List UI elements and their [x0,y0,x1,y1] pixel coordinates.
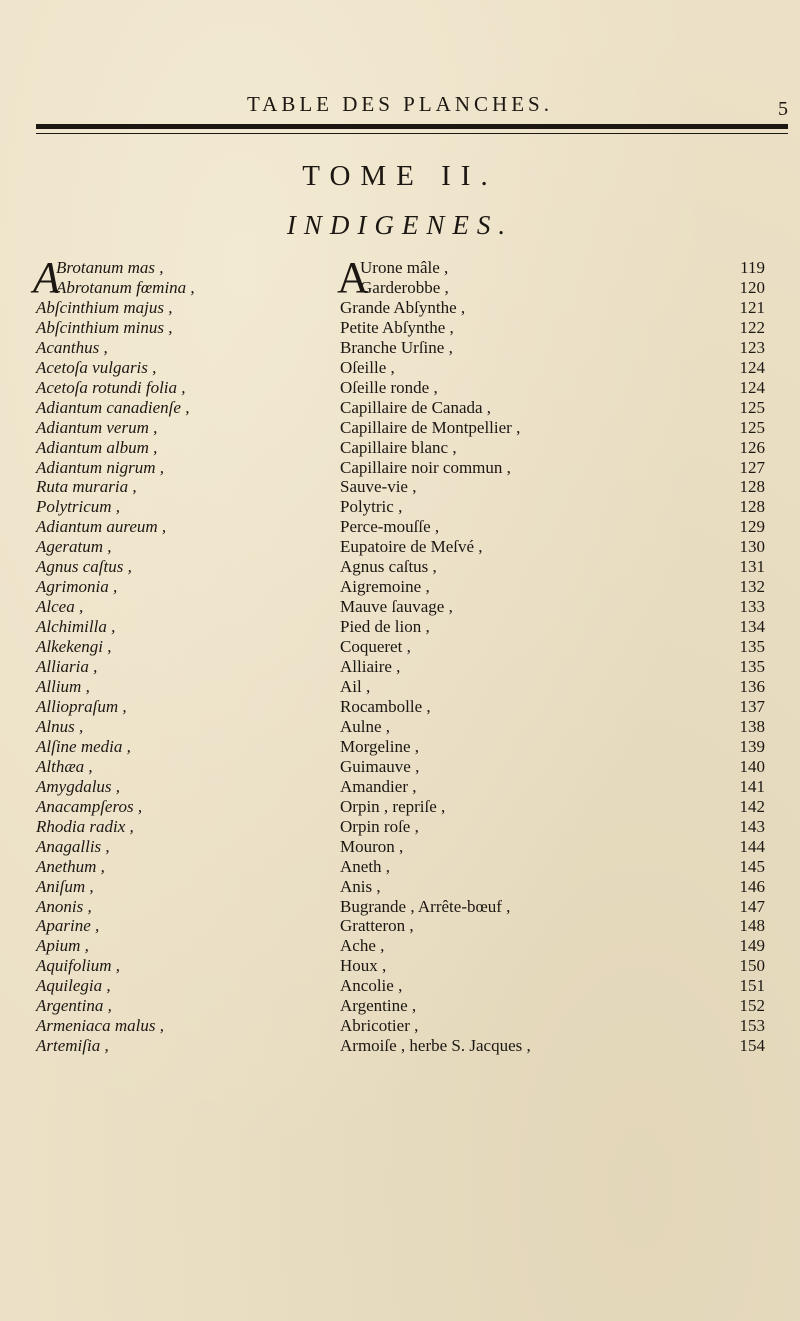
entry-row [0,477,800,497]
entry-french-name: Pied de lion , [340,617,430,637]
entry-row [0,897,800,917]
plate-index-list [0,253,800,1056]
entry-row [0,777,800,797]
entry-french-name: Gratteron , [340,916,414,936]
entry-row [0,697,800,717]
entry-french-name: Capillaire blanc , [340,437,457,457]
entry-french-name: Alliaire , [340,657,401,677]
entry-row [0,637,800,657]
entry-latin-name: Argentina , [36,996,112,1016]
entry-latin-name: Alliopraſum , [36,696,127,716]
entry-latin-name: Brotanum mas , [56,258,164,277]
entry-french-name: Oſeille ronde , [340,377,438,397]
entry-row [0,537,800,557]
entry-french-name: Grande Abſynthe , [340,297,466,317]
entry-row [0,298,800,318]
entry-latin-name: Adiantum aureum , [36,517,167,537]
entry-row [0,597,800,617]
entry-row [0,458,800,478]
entry-plate-name: 127 [739,457,765,477]
entry-french-name: Abricotier , [340,1016,419,1036]
entry-row [0,278,800,298]
entry-french-name: Guimauve , [340,756,420,776]
entry-plate-name: 141 [739,776,765,796]
entry-plate-name: 137 [739,696,765,716]
entry-plate-name: 149 [739,936,765,956]
entry-french-name: Argentine , [340,996,417,1016]
entry-plate-name: 133 [739,597,765,617]
entry-row [0,857,800,877]
entry-row [0,817,800,837]
entry-latin-name: Polytricum , [36,497,121,517]
entry-row [0,837,800,857]
entry-french-name: Capillaire de Canada , [340,397,492,417]
entry-french-name: Armoiſe , herbe S. Jacques , [340,1036,531,1056]
entry-row [0,936,800,956]
entry-latin-name: Aparine , [36,916,100,936]
entry-row [0,976,800,996]
entry-plate-name: 140 [739,756,765,776]
entry-row [0,338,800,358]
entry-latin-name: Apium , [36,936,89,956]
dropcap-french: A [337,253,369,302]
entry-french-name: Anis , [340,876,381,896]
entry-plate-name: 119 [740,258,765,277]
entry-plate-name: 124 [739,357,765,377]
entry-french-name: Garderobbe , [360,277,449,297]
entry-plate-name: 125 [739,417,765,437]
entry-row [0,318,800,338]
entry-latin-name: Althæa , [36,756,93,776]
entry-plate-name: 122 [739,317,765,337]
running-head: TABLE DES PLANCHES. [247,92,553,116]
entry-row [0,497,800,517]
entry-plate-name: 134 [739,617,765,637]
entry-plate-name: 135 [739,637,765,657]
entry-latin-name: Adiantum nigrum , [36,457,164,477]
entry-latin-name: Ageratum , [36,537,112,557]
entry-french-name: Houx , [340,956,387,976]
entry-french-name: Coqueret , [340,637,411,657]
entry-french-name: Oſeille , [340,357,395,377]
entry-latin-name: Rhodia radix , [36,816,134,836]
entry-french-name: Mouron , [340,836,404,856]
entry-plate-name: 130 [739,537,765,557]
entry-latin-name: Aquilegia , [36,976,111,996]
entry-row [0,677,800,697]
entry-plate-name: 128 [739,497,765,517]
entry-row [0,577,800,597]
entry-row [0,1036,800,1056]
entry-french-name: Polytric , [340,497,403,517]
entry-plate-name: 150 [739,956,765,976]
tome-title: TOME II. [302,160,498,192]
entry-latin-name: Armeniaca malus , [36,1016,164,1036]
entry-plate-name: 121 [739,297,765,317]
entry-row [0,657,800,677]
entry-latin-name: Alſine media , [36,736,131,756]
entry-latin-name: Acanthus , [36,337,108,357]
entry-latin-name: Ruta muraria , [36,477,137,497]
entry-row [0,378,800,398]
entry-row [0,737,800,757]
entry-plate-name: 120 [739,277,765,297]
entry-row [0,418,800,438]
entry-latin-name: Acetoſa vulgaris , [36,357,157,377]
entry-latin-name: Agrimonia , [36,577,118,597]
entry-latin-name: Acetoſa rotundi folia , [36,377,186,397]
entry-latin-name: Alcea , [36,597,84,617]
entry-french-name: Orpin , repriſe , [340,796,446,816]
entry-latin-name: Abſcinthium majus , [36,297,173,317]
entry-plate-name: 144 [739,836,765,856]
entry-french-name: Ail , [340,677,371,697]
entry-row [0,1016,800,1036]
entry-plate-name: 128 [739,477,765,497]
entry-latin-name: Anagallis , [36,836,110,856]
entry-row [0,438,800,458]
entry-french-name: Petite Abſynthe , [340,317,454,337]
entry-row [0,757,800,777]
entry-plate-name: 123 [739,337,765,357]
entry-row [0,996,800,1016]
entry-french-name: Ache , [340,936,385,956]
entry-plate-name: 138 [739,716,765,736]
entry-latin-name: Anonis , [36,896,92,916]
entry-latin-name: Anacampſeros , [36,796,143,816]
entry-french-name: Eupatoire de Meſvé , [340,537,483,557]
entry-plate-name: 148 [739,916,765,936]
dropcap-latin: A [33,253,60,302]
entry-plate-name: 142 [739,796,765,816]
entry-latin-name: Adiantum album , [36,437,158,457]
entry-row [0,517,800,537]
entry-latin-name: Aniſum , [36,876,94,896]
entry-plate-name: 153 [739,1016,765,1036]
entry-french-name: Rocambolle , [340,696,431,716]
entry-row [0,916,800,936]
entry-latin-name: Artemiſia , [36,1036,109,1056]
entry-row [0,797,800,817]
entry-french-name: Morgeline , [340,736,420,756]
entry-french-name: Aigremoine , [340,577,430,597]
entry-plate-name: 143 [739,816,765,836]
entry-french-name: Urone mâle , [360,258,449,277]
entry-row [0,617,800,637]
entry-french-name: Ancolie , [340,976,403,996]
entry-french-name: Aulne , [340,716,391,736]
entry-plate-name: 147 [739,896,765,916]
entry-latin-name: Alnus , [36,716,84,736]
entry-row [0,557,800,577]
entry-french-name: Bugrande , Arrête-bœuf , [340,896,511,916]
entry-latin-name: Allium , [36,677,90,697]
entry-plate-name: 125 [739,397,765,417]
entry-french-name: Capillaire noir commun , [340,457,511,477]
entry-plate-name: 135 [739,657,765,677]
entry-french-name: Orpin roſe , [340,816,419,836]
entry-row [0,956,800,976]
entry-row [0,258,800,278]
page-number: 5 [778,98,788,120]
entry-latin-name: Aquifolium , [36,956,121,976]
entry-latin-name: Abrotanum fœmina , [56,277,195,297]
entry-latin-name: Adiantum verum , [36,417,158,437]
entry-french-name: Sauve-vie , [340,477,417,497]
entry-plate-name: 131 [739,557,765,577]
entry-french-name: Aneth , [340,856,391,876]
entry-french-name: Capillaire de Montpellier , [340,417,521,437]
entry-french-name: Agnus caſtus , [340,557,437,577]
entry-latin-name: Alchimilla , [36,617,116,637]
entry-plate-name: 151 [739,976,765,996]
entry-row [0,358,800,378]
entry-plate-name: 126 [739,437,765,457]
entry-row [0,398,800,418]
header-rule-thick [36,124,788,129]
entry-latin-name: Amygdalus , [36,776,121,796]
entry-plate-name: 152 [739,996,765,1016]
entry-plate-name: 132 [739,577,765,597]
header-rule-thin [36,133,788,134]
entry-plate-name: 154 [739,1036,765,1056]
entry-latin-name: Adiantum canadienſe , [36,397,190,417]
entry-plate-name: 136 [739,677,765,697]
entry-latin-name: Anethum , [36,856,105,876]
entry-plate-name: 146 [739,876,765,896]
entry-row [0,877,800,897]
entry-plate-name: 124 [739,377,765,397]
entry-latin-name: Alkekengi , [36,637,112,657]
entry-french-name: Amandier , [340,776,417,796]
entry-french-name: Branche Urſine , [340,337,453,357]
entry-row [0,717,800,737]
entry-plate-name: 139 [739,736,765,756]
entry-plate-name: 129 [739,517,765,537]
entry-french-name: Perce-mouſſe , [340,517,440,537]
section-title: INDIGENES. [286,210,514,240]
entry-latin-name: Alliaria , [36,657,98,677]
entry-french-name: Mauve ſauvage , [340,597,453,617]
entry-plate-name: 145 [739,856,765,876]
entry-latin-name: Abſcinthium minus , [36,317,173,337]
entry-latin-name: Agnus caſtus , [36,557,132,577]
